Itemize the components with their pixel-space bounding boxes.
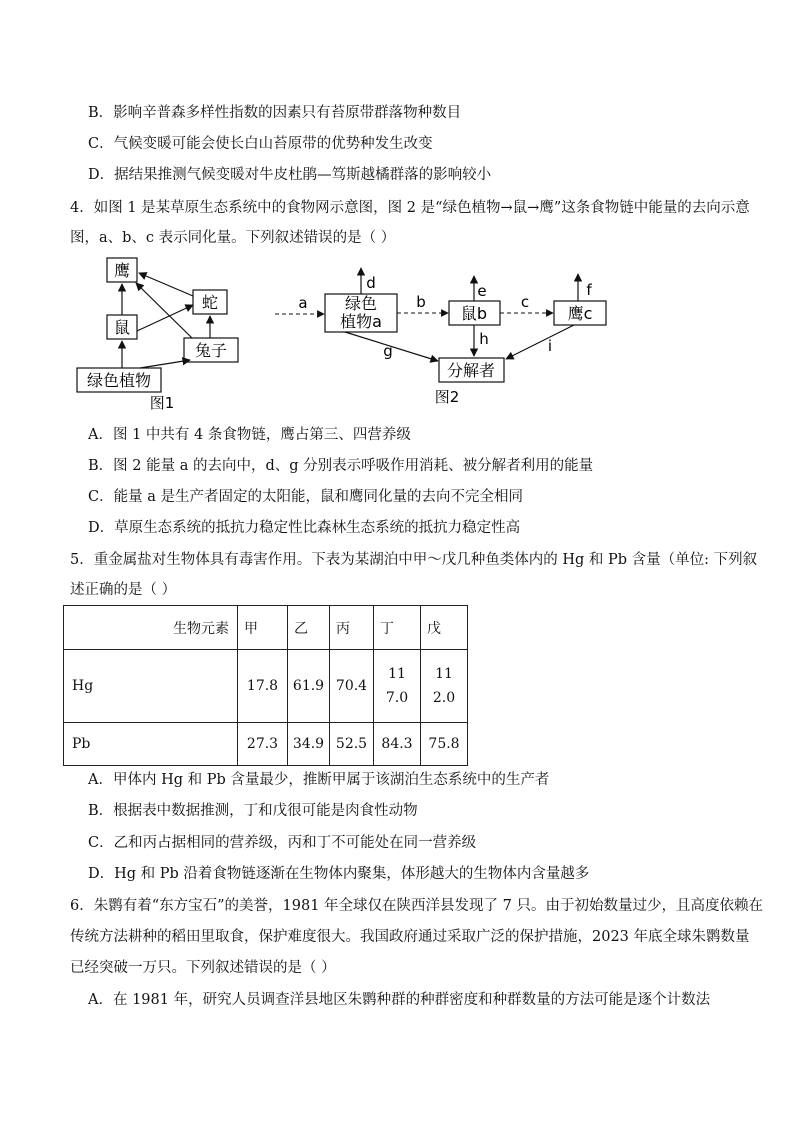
fig1-arrow-mouse-snake bbox=[137, 305, 193, 331]
fig1-node-mouse: 鼠 bbox=[113, 318, 131, 337]
table-cell: 17.8 bbox=[238, 650, 288, 723]
table-cell: 27.3 bbox=[238, 723, 288, 766]
q6-stem-line3: 已经突破一万只。下列叙述错误的是（ ） bbox=[70, 960, 336, 976]
table-header-cell: 生物元素 bbox=[64, 606, 238, 650]
fig2-arrow-i bbox=[506, 325, 574, 359]
q5-data-table bbox=[63, 605, 468, 766]
q4-stem-line1: 4．如图 1 是某草原生态系统中的食物网示意图，图 2 是“绿色植物→鼠→鹰”这条食物链中能量的去向示意 bbox=[70, 200, 750, 216]
q6-stem-line1: 6．朱鹮有着“东方宝石”的美誉，1981 年全球仅在陕西洋县发现了 7 只。由于初始数量过少，且高度依赖在 bbox=[70, 898, 764, 914]
fig2-label-d: d bbox=[366, 274, 376, 292]
q4-option-d: D．草原生态系统的抵抗力稳定性比森林生态系统的抵抗力稳定性高 bbox=[88, 520, 521, 536]
table-header-cell: 丙 bbox=[330, 606, 374, 650]
fig2-label-i: i bbox=[547, 337, 553, 355]
table-row bbox=[64, 650, 468, 723]
fig2-node-eagle: 鹰c bbox=[567, 304, 593, 323]
fig2-node-mouse: 鼠b bbox=[460, 304, 488, 323]
q4-stem-line2: 图，a、b、c 表示同化量。下列叙述错误的是（ ） bbox=[70, 230, 396, 246]
q4-figures bbox=[0, 250, 794, 415]
table-header-cell: 乙 bbox=[288, 606, 330, 650]
fig2-label-a: a bbox=[298, 294, 308, 312]
fig2-label-b: b bbox=[416, 293, 426, 311]
fig2-node-plant-line1: 绿色 bbox=[344, 294, 378, 313]
table-cell-value: 112.0 bbox=[432, 666, 456, 706]
table-header-cell: 丁 bbox=[374, 606, 421, 650]
fig1-node-plant: 绿色植物 bbox=[86, 371, 152, 390]
figure2-caption: 图2 bbox=[434, 388, 460, 406]
table-cell: 70.4 bbox=[330, 650, 374, 723]
fig1-node-rabbit: 兔子 bbox=[194, 341, 228, 360]
figure1-caption: 图1 bbox=[149, 394, 175, 412]
fig2-label-h: h bbox=[479, 330, 489, 348]
table-cell: 75.8 bbox=[421, 723, 468, 766]
fig2-label-c: c bbox=[520, 293, 530, 311]
fig1-node-eagle: 鹰 bbox=[113, 261, 131, 280]
fig1-arrow-rabbit-eagle bbox=[136, 283, 192, 338]
q3-option-c: C．气候变暖可能会使长白山苔原带的优势种发生改变 bbox=[88, 136, 433, 152]
fig2-label-f: f bbox=[586, 281, 592, 299]
fig1-node-snake: 蛇 bbox=[201, 293, 219, 312]
fig1-arrow-plant-rabbit bbox=[140, 360, 190, 368]
fig1-arrow-snake-eagle bbox=[139, 273, 193, 296]
table-cell: 61.9 bbox=[288, 650, 330, 723]
q4-option-c: C．能量 a 是生产者固定的太阳能，鼠和鹰同化量的去向不完全相同 bbox=[88, 489, 523, 505]
table-header-cell: 甲 bbox=[238, 606, 288, 650]
q6-option-a: A．在 1981 年，研究人员调查洋县地区朱鹮种群的种群密度和种群数量的方法可能是逐个计数法 bbox=[88, 992, 711, 1008]
table-cell: 84.3 bbox=[374, 723, 421, 766]
q4-option-a: A．图 1 中共有 4 条食物链，鹰占第三、四营养级 bbox=[88, 427, 411, 443]
q3-option-b: B．影响辛普森多样性指数的因素只有苔原带群落物种数目 bbox=[88, 105, 462, 121]
table-cell-value: 117.0 bbox=[385, 666, 409, 706]
table-row-label: Pb bbox=[64, 723, 238, 766]
q4-option-b: B．图 2 能量 a 的去向中，d、g 分别表示呼吸作用消耗、被分解者利用的能量 bbox=[88, 458, 594, 474]
fig2-node-plant-line2: 植物a bbox=[340, 312, 382, 331]
table-header-row bbox=[64, 606, 468, 650]
table-cell bbox=[374, 650, 421, 723]
fig2-label-g: g bbox=[383, 342, 393, 360]
q5-option-c: C．乙和丙占据相同的营养级，丙和丁不可能处在同一营养级 bbox=[88, 835, 477, 851]
q6-stem-line2: 传统方法耕种的稻田里取食，保护难度很大。我国政府通过采取广泛的保护措施，2023 年底全球朱鹮数量 bbox=[70, 929, 750, 945]
table-row bbox=[64, 723, 468, 766]
q5-stem-line2: 述正确的是（ ） bbox=[70, 582, 177, 598]
fig2-label-e: e bbox=[477, 282, 487, 300]
table-cell: 34.9 bbox=[288, 723, 330, 766]
fig2-node-decomposer: 分解者 bbox=[446, 361, 496, 380]
q5-stem-line1: 5．重金属盐对生物体具有毒害作用。下表为某湖泊中甲～戊几种鱼类体内的 Hg 和 Pb 含量（单位: 下列叙 bbox=[70, 552, 758, 568]
table-header-cell: 戊 bbox=[421, 606, 468, 650]
figure1-food-web bbox=[77, 258, 238, 412]
q5-option-d: D．Hg 和 Pb 沿着食物链逐渐在生物体内聚集，体形越大的生物体内含量越多 bbox=[88, 866, 590, 882]
q3-option-d: D．据结果推测气候变暖对牛皮杜鹃—笃斯越橘群落的影响较小 bbox=[88, 167, 492, 183]
q5-option-b: B．根据表中数据推测，丁和戊很可能是肉食性动物 bbox=[88, 803, 418, 819]
table-row-label: Hg bbox=[64, 650, 238, 723]
figure2-energy-flow bbox=[275, 268, 606, 406]
table-cell bbox=[421, 650, 468, 723]
q5-option-a: A．甲体内 Hg 和 Pb 含量最少，推断甲属于该湖泊生态系统中的生产者 bbox=[88, 772, 550, 788]
table-cell: 52.5 bbox=[330, 723, 374, 766]
